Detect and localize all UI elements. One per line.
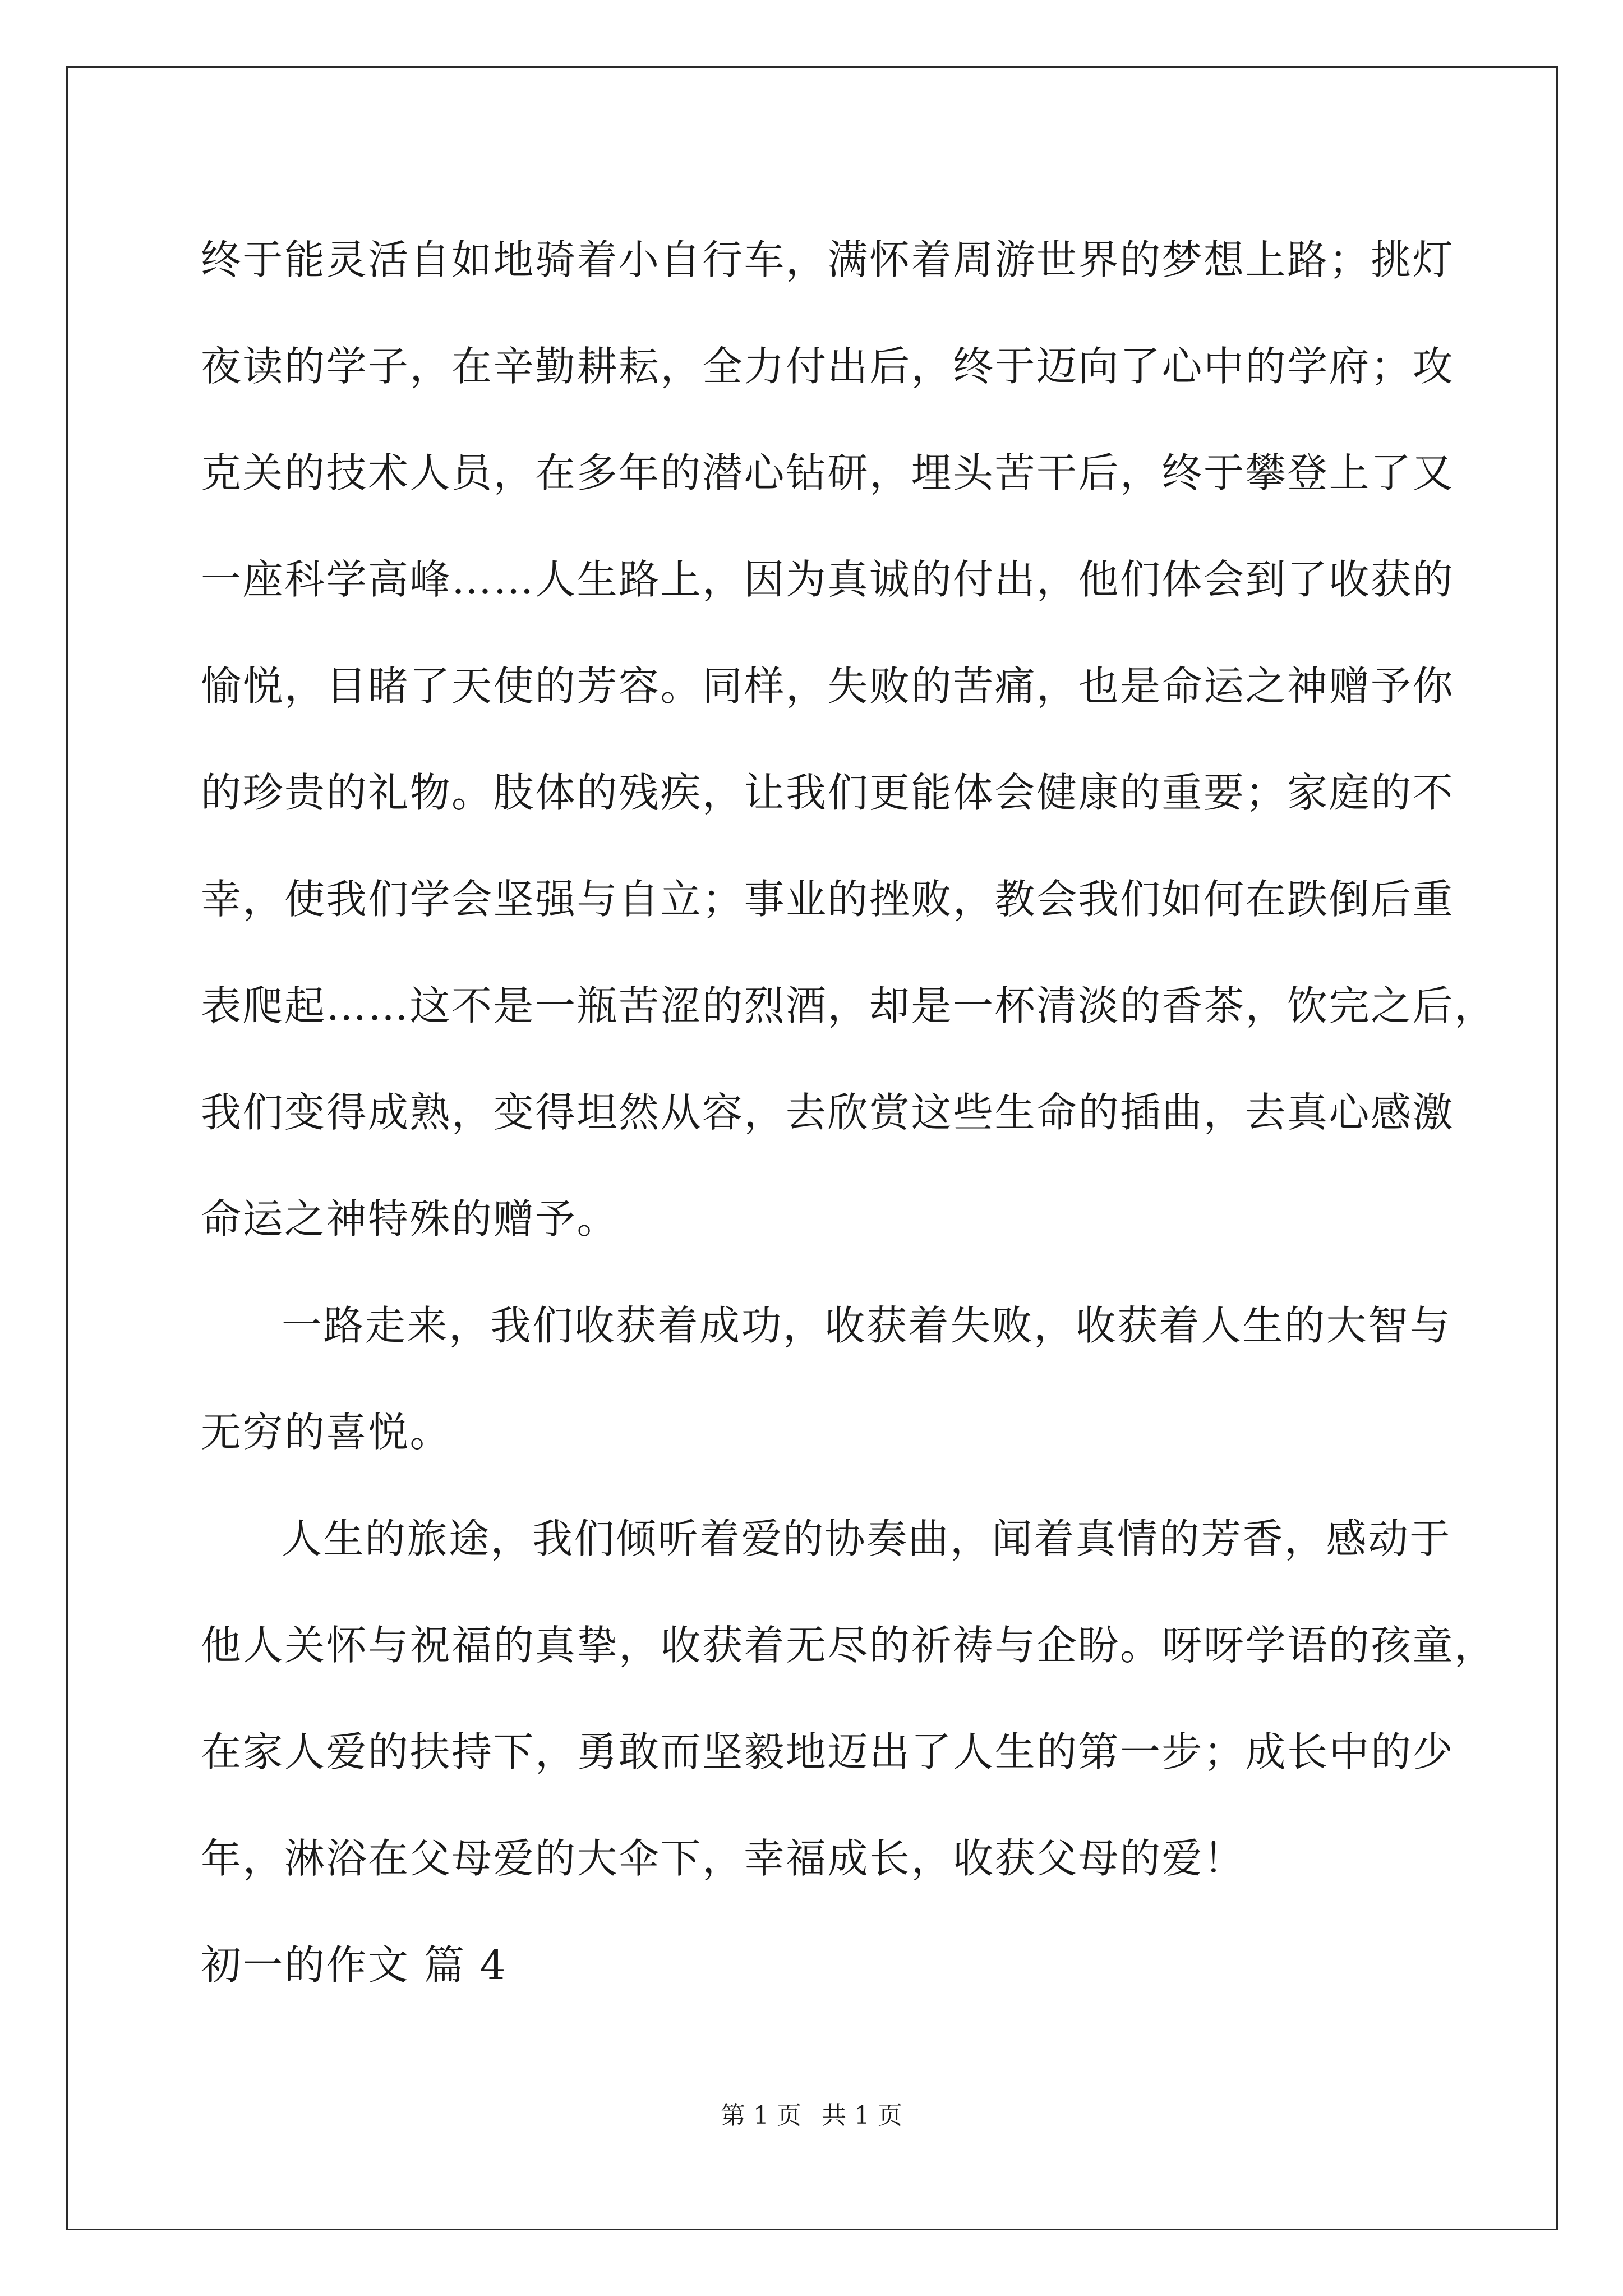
text-line: 终于能灵活自如地骑着小自行车，满怀着周游世界的梦想上路；挑灯 <box>201 236 1455 283</box>
text-line: 表爬起……这不是一瓶苦涩的烈酒，却是一杯清淡的香茶，饮完之后， <box>201 982 1496 1029</box>
text-line: 年，淋浴在父母爱的大伞下，幸福成长，收获父母的爱！ <box>201 1835 1246 1882</box>
page-number: 第 1 页 <box>721 2101 801 2130</box>
page-total: 共 1 页 <box>822 2101 902 2130</box>
document-body <box>201 206 1496 2018</box>
text-line: 的珍贵的礼物。肢体的残疾，让我们更能体会健康的重要；家庭的不 <box>201 769 1455 816</box>
paragraph-first-line: 一路走来，我们收获着成功，收获着失败，收获着人生的大智与 <box>282 1302 1452 1349</box>
section-heading: 初一的作文 篇 4 <box>201 1941 508 1989</box>
text-line: 幸，使我们学会坚强与自立；事业的挫败，教会我们如何在跌倒后重 <box>201 876 1455 923</box>
text-line: 我们变得成熟，变得坦然从容，去欣赏这些生命的插曲，去真心感激 <box>201 1089 1455 1136</box>
text-line: 愉悦，目睹了天使的芳容。同样，失败的苦痛，也是命运之神赠予你 <box>201 662 1455 710</box>
text-line: 一座科学高峰……人生路上，因为真诚的付出，他们体会到了收获的 <box>201 556 1455 603</box>
text-line: 在家人爱的扶持下，勇敢而坚毅地迈出了人生的第一步；成长中的少 <box>201 1728 1455 1775</box>
text-line: 他人关怀与祝福的真挚，收获着无尽的祈祷与企盼。呀呀学语的孩童， <box>201 1622 1496 1669</box>
text-line: 无穷的喜悦。 <box>201 1409 452 1456</box>
text-line: 命运之神特殊的赠予。 <box>201 1195 619 1243</box>
page-footer <box>0 2099 1623 2133</box>
text-line: 夜读的学子，在辛勤耕耘，全力付出后，终于迈向了心中的学府；攻 <box>201 343 1455 390</box>
paragraph-first-line: 人生的旅途，我们倾听着爱的协奏曲，闻着真情的芳香，感动于 <box>282 1515 1452 1562</box>
text-line: 克关的技术人员，在多年的潜心钻研，埋头苦干后，终于攀登上了又 <box>201 449 1455 496</box>
